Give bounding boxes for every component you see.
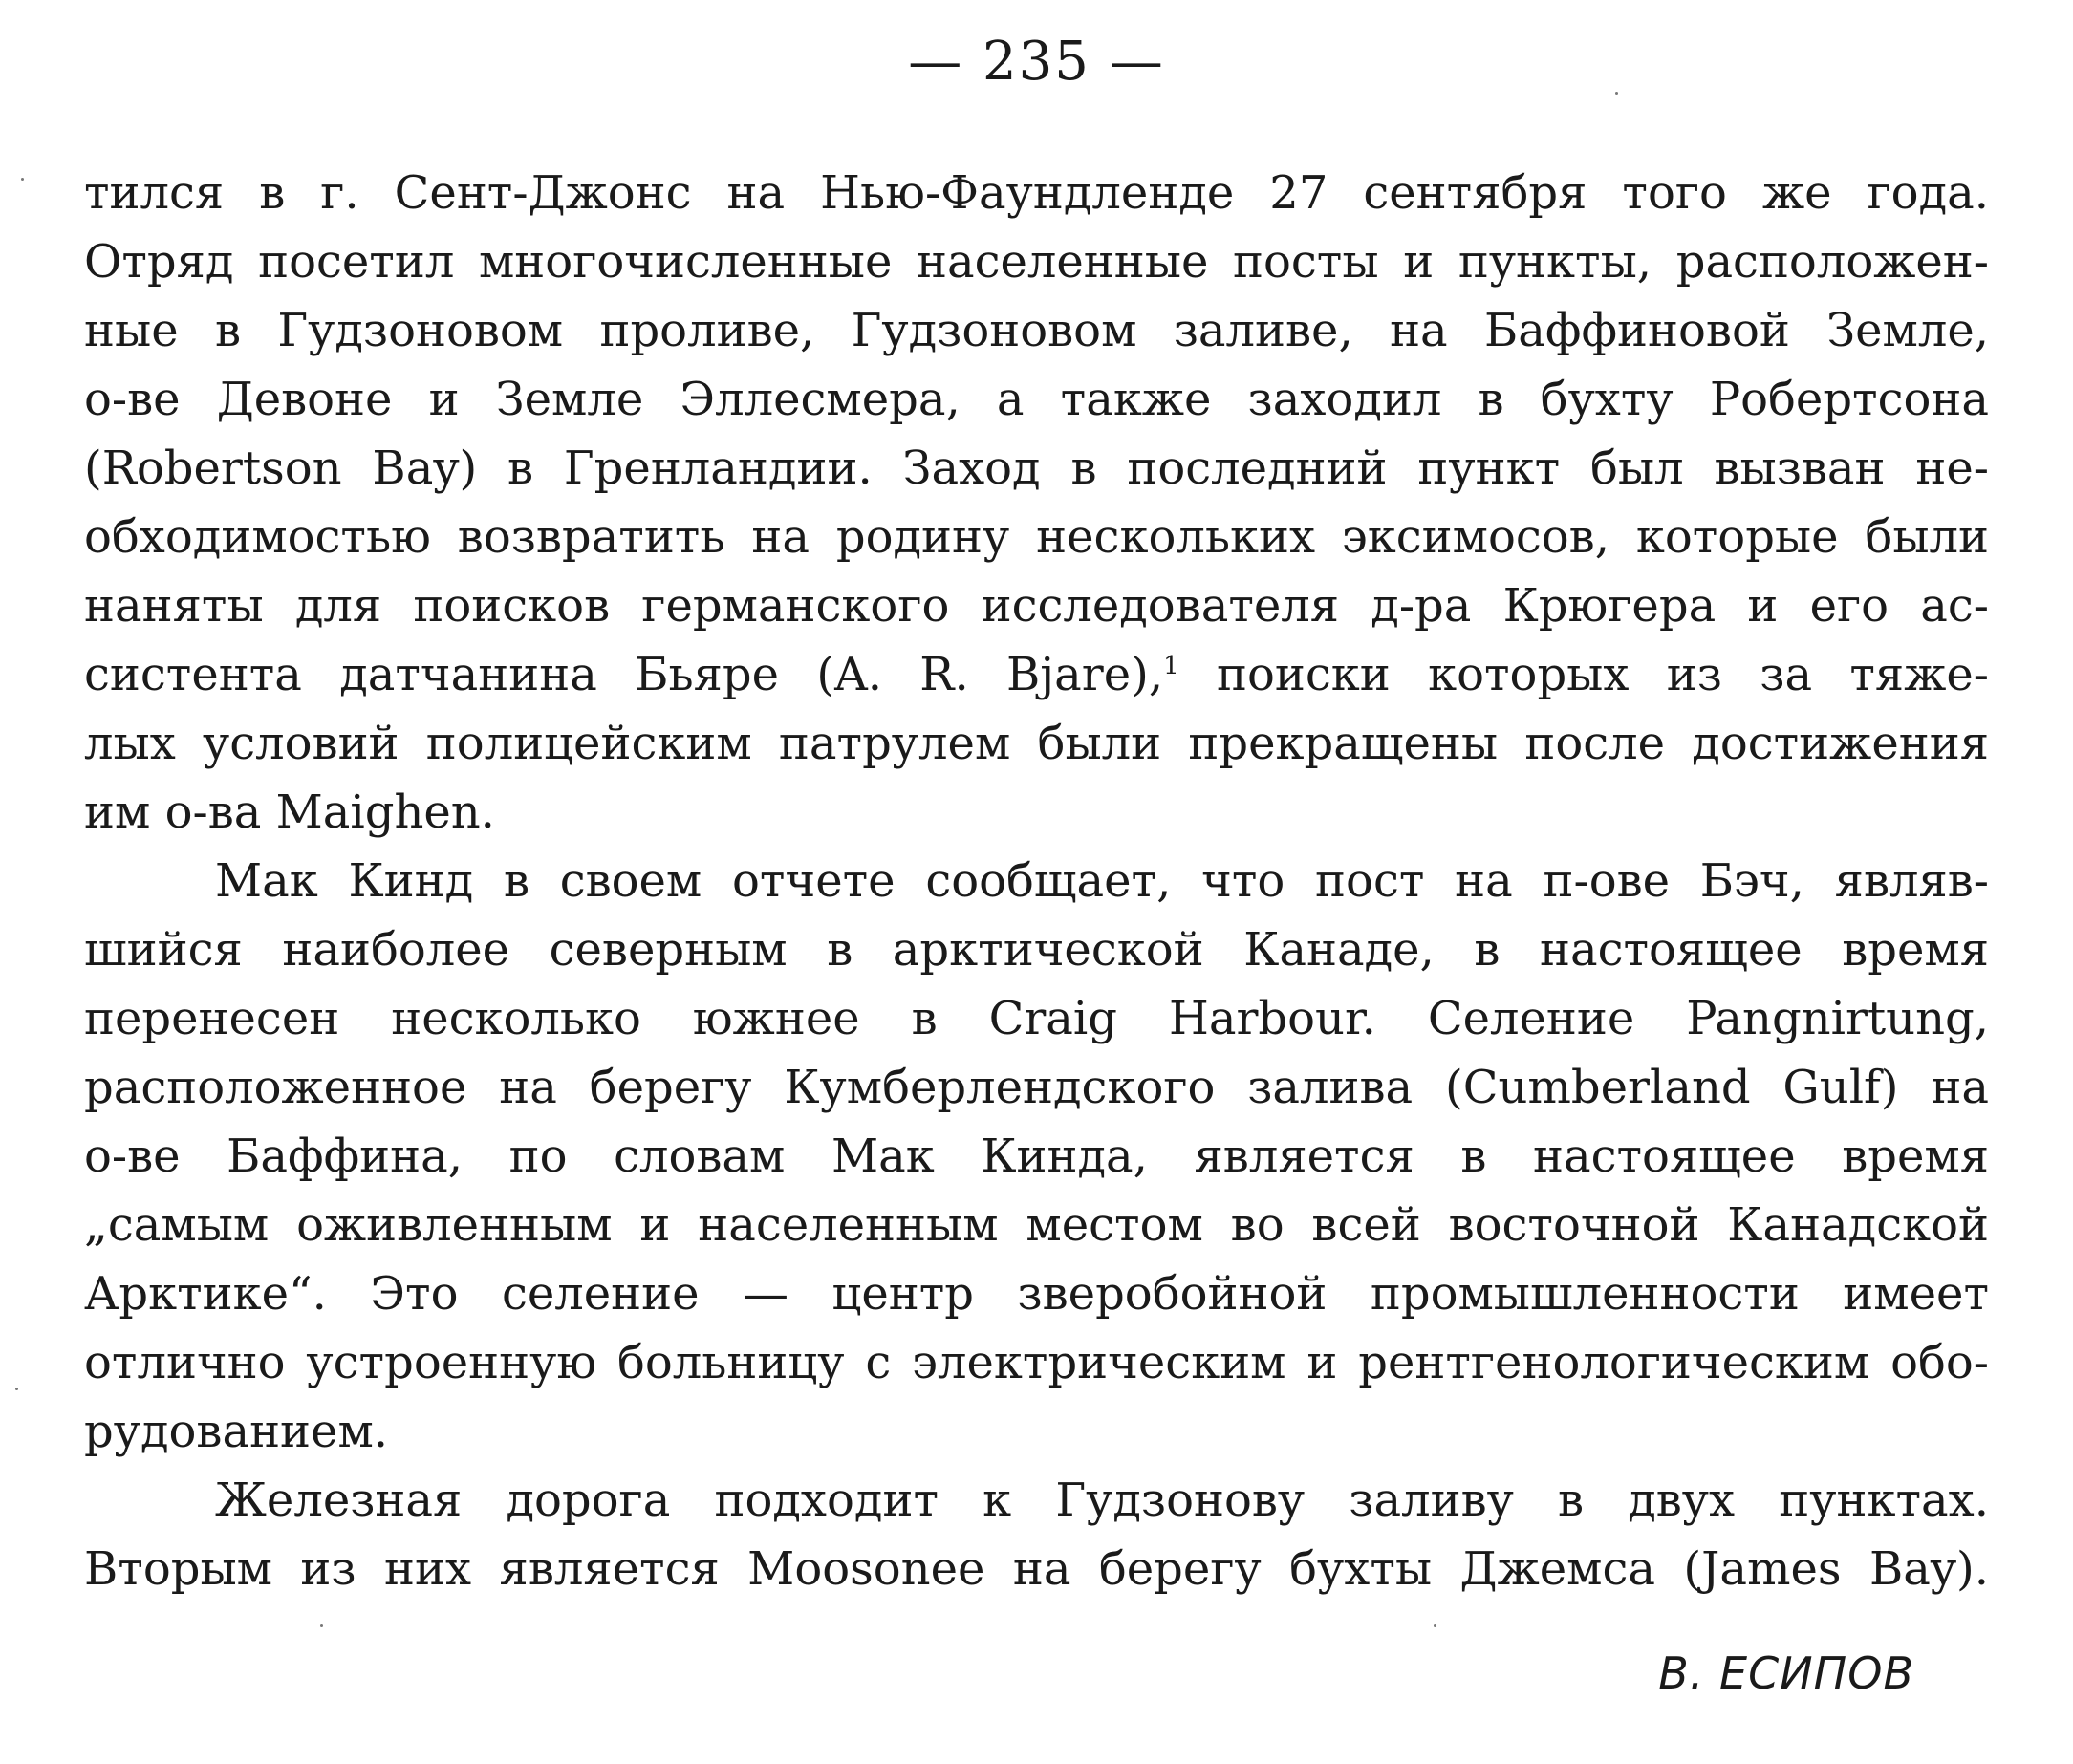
text-line: о-ве Баффина, по словам Мак Кинда, является в настоящее время: [84, 1129, 1989, 1183]
scan-speck: [320, 1624, 323, 1627]
text-line: обходимостью возвратить на родину нескольких эксимосов, которые были: [84, 510, 1989, 564]
text-line: (Robertson Bay) в Гренландии. Заход в последний пункт был вызван не-: [84, 441, 1989, 495]
text-line: Мак Кинд в своем отчете сообщает, что пост на п-ове Бэч, являв-: [215, 854, 1989, 908]
text-line: Отряд посетил многочисленные населенные посты и пункты, расположен-: [84, 235, 1989, 289]
footnote-marker: 1: [1163, 652, 1179, 680]
text-segment: поиски которых из за тяже-: [1217, 648, 1989, 701]
text-line: Железная дорога подходит к Гудзонову заливу в двух пунктах.: [215, 1474, 1989, 1527]
text-segment: систента датчанина Бьяре (A. R. Bjare),: [84, 648, 1164, 701]
text-line: о-ве Девоне и Земле Эллесмера, а также заходил в бухту Робертсона: [84, 373, 1989, 426]
scan-speck: [1615, 92, 1618, 95]
text-line: „самым оживленным и населенным местом во всей восточной Канадской: [84, 1198, 1989, 1252]
text-line-with-footnote: [84, 640, 1989, 709]
text-line: лых условий полицейским патрулем были прекращены после достижения: [84, 717, 1989, 770]
text-line: отлично устроенную больницу с электрическим и рентгенологическим обо-: [84, 1336, 1989, 1389]
text-line: Вторым из них является Moosonee на берегу бухты Джемса (James Bay).: [84, 1542, 1989, 1596]
text-line: наняты для поисков германского исследователя д-ра Крюгера и его ас-: [84, 579, 1989, 633]
text-line: тился в г. Сент-Джонс на Нью-Фаундленде 27 сентября того же года.: [84, 166, 1989, 220]
scan-speck: [1434, 1624, 1436, 1627]
scan-speck: [15, 1388, 18, 1390]
page-number: — 235 —: [908, 31, 1165, 93]
author-signature: В. ЕСИПОВ: [1658, 1647, 1914, 1699]
text-line: шийся наиболее северным в арктической Канаде, в настоящее время: [84, 923, 1989, 977]
text-line: Арктике“. Это селение — центр зверобойной промышленности имеет: [84, 1267, 1989, 1321]
text-line: рудованием.: [84, 1405, 389, 1458]
text-line: ные в Гудзоновом проливе, Гудзоновом заливе, на Баффиновой Земле,: [84, 304, 1989, 357]
text-line: расположенное на берегу Кумберлендского залива (Cumberland Gulf) на: [84, 1061, 1989, 1114]
text-line: им о-ва Maighen.: [84, 785, 495, 839]
scan-speck: [21, 178, 24, 181]
text-line: перенесен несколько южнее в Craig Harbour. Селение Pangnirtung,: [84, 992, 1989, 1045]
